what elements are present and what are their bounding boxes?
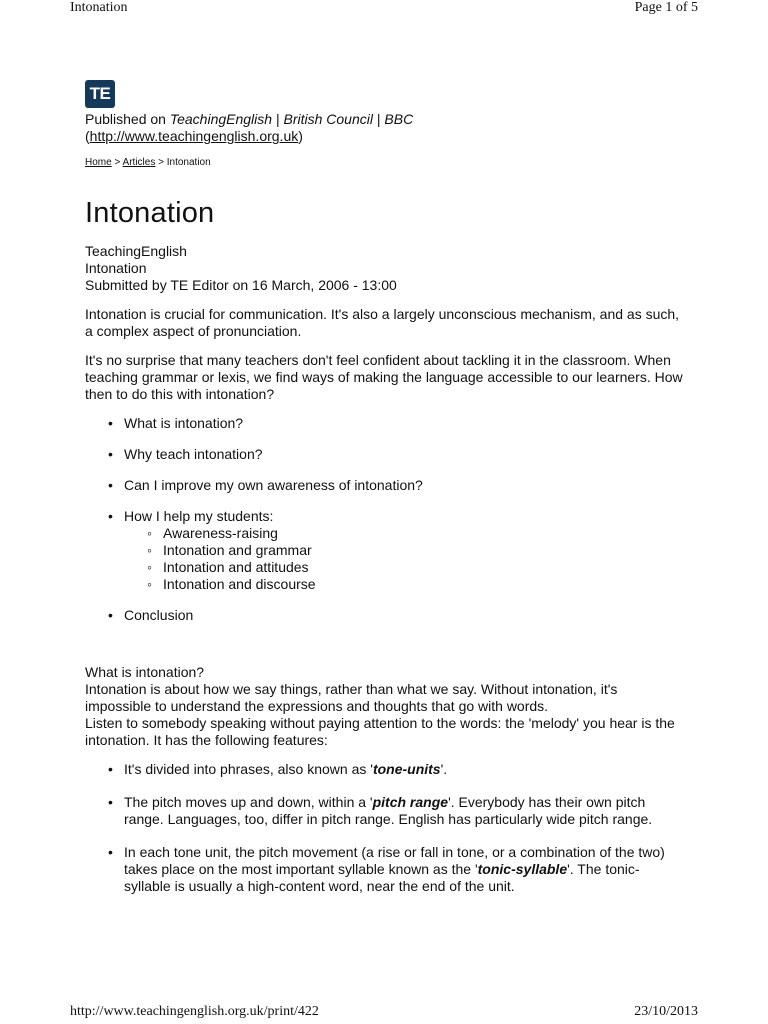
footer-date: 23/10/2013: [634, 1004, 698, 1019]
term-tone-units: tone-units: [372, 761, 441, 777]
sub-list-item: ◦ Awareness-raising: [147, 525, 685, 542]
section-paragraph: Intonation is about how we say things, rather than what we say. Without intonation, it's impossible to understand the expressions and thoughts that go with words.: [85, 681, 618, 714]
breadcrumb: Home > Articles > Intonation: [85, 157, 211, 168]
contents-list: [85, 415, 685, 624]
list-item: • Can I improve my own awareness of intonation?: [108, 477, 685, 494]
list-item: • Why teach intonation?: [108, 446, 685, 463]
site-name: TeachingEnglish: [169, 111, 273, 127]
bbc-name: BBC: [384, 111, 414, 127]
print-footer: [70, 1002, 698, 1024]
site-url-link[interactable]: http://www.teachingenglish.org.uk: [89, 128, 299, 144]
page-indicator: Page 1 of 5: [634, 0, 698, 15]
list-item: • Conclusion: [108, 607, 685, 624]
meta-submitted: Submitted by TE Editor on 16 March, 2006 - 13:00: [85, 277, 397, 293]
list-item: • How I help my students: ◦ Awareness-raising ◦ Intonation and grammar ◦ Intonation and attitudes ◦ Intonation and discourse: [108, 508, 685, 593]
features-list: [85, 761, 685, 895]
intro-paragraph: Intonation is crucial for communication. It's also a largely unconscious mechanism, and as such, a complex aspect of pronunciation.: [85, 306, 680, 339]
footer-url: http://www.teachingenglish.org.uk/print/422: [70, 1004, 319, 1019]
sub-list-item: ◦ Intonation and attitudes: [147, 559, 685, 576]
term-tonic-syllable: tonic-syllable: [477, 861, 568, 877]
te-logo: TE: [85, 80, 115, 108]
breadcrumb-articles[interactable]: Articles: [122, 157, 156, 168]
meta-section: Intonation: [85, 260, 147, 276]
breadcrumb-current: Intonation: [166, 157, 211, 168]
section-paragraph: Listen to somebody speaking without paying attention to the words: the 'melody' you hear is the intonation. It has the following features:: [85, 715, 675, 748]
section-what-is-intonation: [85, 664, 685, 749]
published-line: Published on TeachingEnglish | British Council | BBC (http://www.teachingenglish.org.uk): [85, 111, 414, 144]
section-heading: What is intonation?: [85, 664, 205, 680]
article-meta: [85, 243, 685, 294]
sub-list-item: ◦ Intonation and grammar: [147, 542, 685, 559]
sub-list-item: ◦ Intonation and discourse: [147, 576, 685, 593]
term-pitch-range: pitch range: [372, 794, 449, 810]
intro-paragraph: It's no surprise that many teachers don't feel confident about tackling it in the classroom. When teaching grammar or lexis, we find ways of making the language accessible to our learners. How then to do this with intonation?: [85, 352, 683, 402]
list-item: • What is intonation?: [108, 415, 685, 432]
sub-list: [124, 525, 685, 593]
list-item: • It's divided into phrases, also known as 'tone-units'.: [108, 761, 685, 778]
page-title: Intonation: [85, 197, 215, 229]
article: [85, 80, 685, 911]
meta-site: TeachingEnglish: [85, 243, 187, 259]
org-name: British Council: [283, 111, 373, 127]
list-item: • The pitch moves up and down, within a 'pitch range'. Everybody has their own pitch range. Languages, too, differ in pitch range. English has particularly wide pitch range.: [108, 794, 685, 828]
breadcrumb-home[interactable]: Home: [85, 157, 112, 168]
list-item: • In each tone unit, the pitch movement (a rise or fall in tone, or a combination of the two) takes place on the most important syllable known as the 'tonic-syllable'. The tonic-syllable is usually a high-content word, near the end of the unit.: [108, 844, 685, 895]
header-title: Intonation: [70, 0, 128, 15]
print-header: [70, 0, 698, 20]
